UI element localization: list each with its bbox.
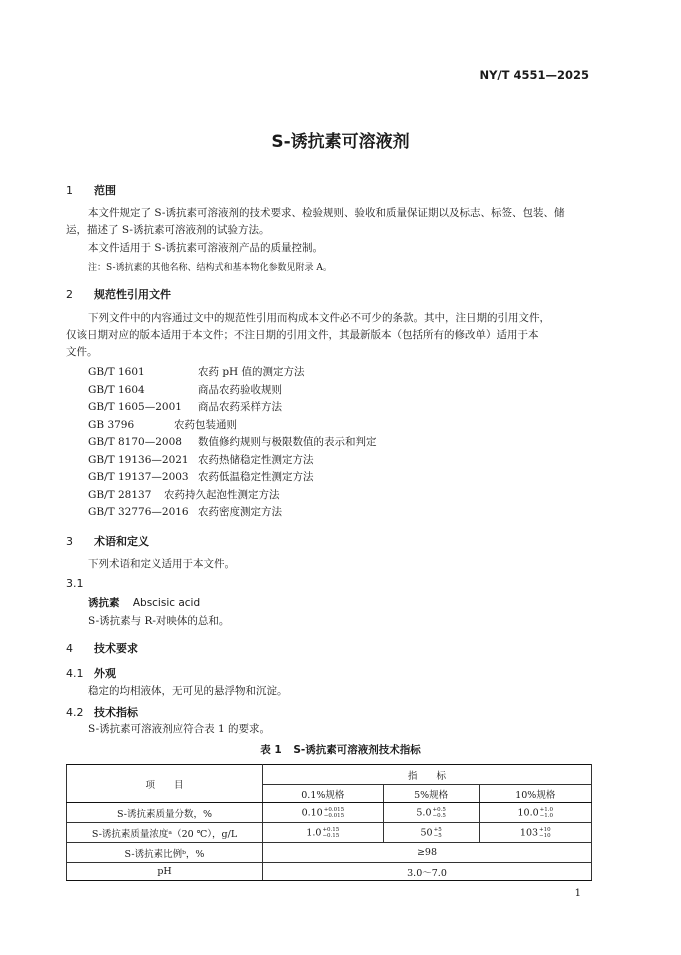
subsection-4-1-title: 外观 (94, 667, 116, 680)
row-label: S-诱抗素质量分数，% (67, 803, 263, 823)
reference-title: 农药热储稳定性测定方法 (198, 454, 314, 466)
section-1-para2: 本文件适用于 S-诱抗素可溶液剂产品的质量控制。 (88, 242, 323, 254)
section-2-intro-line3: 文件。 (66, 346, 98, 358)
table-header-index: 指 标 (263, 765, 592, 785)
subsection-4-2-heading (66, 704, 138, 720)
term-entry (88, 595, 200, 613)
section-3-heading (66, 533, 149, 549)
reference-title: 农药包装通则 (174, 419, 237, 431)
page-title: S-诱抗素可溶液剂 (271, 132, 410, 152)
term-chinese: 诱抗素 (88, 597, 120, 609)
page-number: 1 (574, 888, 581, 899)
table-row (67, 823, 592, 843)
reference-item (88, 364, 305, 379)
section-1-para1-line1: 本文件规定了 S-诱抗素可溶液剂的技术要求、检验规则、验收和质量保证期以及标志、标签、包装、储 (88, 207, 565, 219)
subsection-4-2-text: S-诱抗素可溶液剂应符合表 1 的要求。 (88, 723, 270, 735)
row-label: S-诱抗素质量浓度ᵃ（20 ℃），g/L (67, 823, 263, 843)
section-1-heading (66, 182, 116, 198)
reference-code: GB 3796 (88, 419, 135, 431)
table-row (67, 803, 592, 823)
row-label: S-诱抗素比例ᵇ，% (67, 843, 263, 863)
reference-item (88, 382, 282, 397)
reference-code: GB/T 8170—2008 (88, 436, 182, 448)
table-cell: 103 +10 −10 (479, 823, 591, 843)
section-2-intro-line1: 下列文件中的内容通过文中的规范性引用而构成本文件必不可少的条款。其中，注日期的引用文件， (88, 312, 550, 324)
section-2-title: 规范性引用文件 (94, 288, 171, 301)
spec-table (66, 764, 592, 881)
reference-title: 数值修约规则与极限数值的表示和判定 (198, 436, 377, 448)
subsection-4-1-number: 4.1 (66, 667, 84, 680)
table-cell: 10.0 +1.0 −1.0 (479, 803, 591, 823)
section-2-intro-line2: 仅该日期对应的版本适用于本文件；不注日期的引用文件，其最新版本（包括所有的修改单）适用于本 (66, 329, 539, 341)
table-cell: 1.0 +0.15 −0.15 (263, 823, 384, 843)
reference-item (88, 434, 377, 449)
section-1-title: 范围 (94, 184, 116, 197)
row-label: pH (67, 863, 263, 881)
table-cell: 50 +5 −5 (383, 823, 479, 843)
column-header: 10%规格 (479, 785, 591, 803)
table-cell: 5.0 +0.5 −0.5 (383, 803, 479, 823)
column-header: 0.1%规格 (263, 785, 384, 803)
section-2-number: 2 (66, 288, 73, 301)
section-4-title: 技术要求 (94, 642, 138, 655)
reference-code: GB/T 19137—2003 (88, 471, 189, 483)
reference-code: GB/T 1604 (88, 384, 145, 396)
section-3-intro: 下列术语和定义适用于本文件。 (88, 558, 235, 570)
section-1-number: 1 (66, 184, 73, 197)
term-definition: S-诱抗素与 R-对映体的总和。 (88, 615, 230, 627)
table-caption-number: 表 1 (260, 744, 282, 756)
table-header-item: 项 目 (67, 765, 263, 803)
reference-title: 商品农药采样方法 (198, 401, 282, 413)
reference-item (88, 504, 282, 519)
reference-title: 农药密度测定方法 (198, 506, 282, 518)
reference-item (88, 399, 282, 414)
subsection-4-2-title: 技术指标 (94, 706, 138, 719)
column-header: 5%规格 (383, 785, 479, 803)
reference-item (88, 469, 314, 484)
section-1-note: 注：S-诱抗素的其他名称、结构式和基本物化参数见附录 A。 (88, 263, 332, 273)
section-3-number: 3 (66, 535, 73, 548)
subsection-4-1-text: 稳定的均相液体，无可见的悬浮物和沉淀。 (88, 685, 288, 697)
table-cell: 3.0～7.0 (263, 863, 592, 881)
reference-title: 商品农药验收规则 (198, 384, 282, 396)
subsection-4-2-number: 4.2 (66, 706, 84, 719)
table-row (67, 863, 592, 881)
reference-item (88, 452, 314, 467)
reference-code: GB/T 1601 (88, 366, 145, 378)
section-1-para1-line2: 运，描述了 S-诱抗素可溶液剂的试验方法。 (66, 224, 270, 236)
section-2-heading (66, 286, 171, 302)
reference-title: 农药 pH 值的测定方法 (198, 366, 305, 378)
document-code: NY/T 4551—2025 (479, 68, 589, 82)
section-4-number: 4 (66, 642, 73, 655)
table-cell: 0.10 +0.015 −0.015 (263, 803, 384, 823)
reference-code: GB/T 32776—2016 (88, 506, 189, 518)
reference-title: 农药低温稳定性测定方法 (198, 471, 314, 483)
reference-title: 农药持久起泡性测定方法 (164, 489, 280, 501)
reference-item (88, 487, 280, 502)
subsection-3-1-number: 3.1 (66, 577, 84, 590)
reference-code: GB/T 19136—2021 (88, 454, 189, 466)
reference-item (88, 417, 237, 432)
table-row (67, 843, 592, 863)
section-3-title: 术语和定义 (94, 535, 149, 548)
section-4-heading (66, 640, 138, 656)
table-cell: ≥98 (263, 843, 592, 863)
term-english: Abscisic acid (132, 597, 201, 609)
reference-code: GB/T 1605—2001 (88, 401, 182, 413)
reference-code: GB/T 28137 (88, 489, 152, 501)
subsection-4-1-heading (66, 665, 116, 681)
table-caption (0, 742, 681, 757)
table-caption-title: S-诱抗素可溶液剂技术指标 (293, 744, 421, 756)
